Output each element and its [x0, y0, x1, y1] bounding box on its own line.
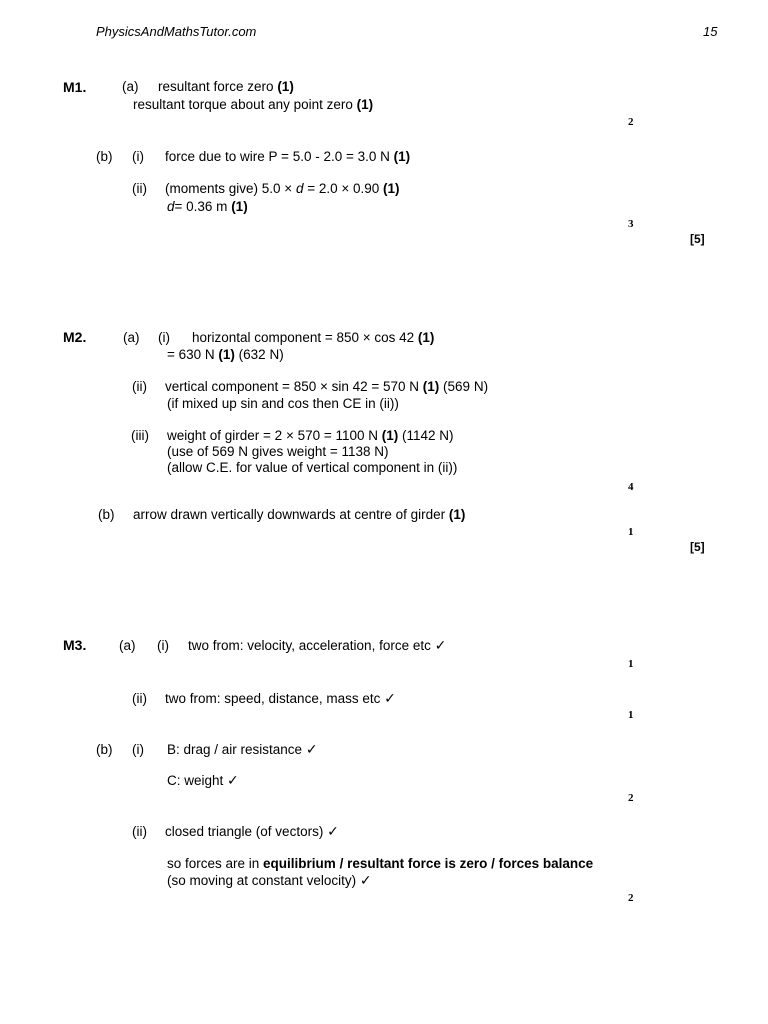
total-m1: [5] — [690, 232, 705, 246]
part-label-m3-b: (b) — [96, 742, 113, 757]
question-number-m2: M2. — [63, 329, 87, 345]
subpart-label-m1-b-i: (i) — [132, 149, 144, 164]
m3-b-i-text2: C: weight ✓ — [167, 773, 239, 789]
page-number: 15 — [703, 24, 718, 39]
m3-b-ii-text: closed triangle (of vectors) ✓ — [165, 824, 339, 840]
mark-m3-a-i: 1 — [628, 658, 634, 670]
question-number-m3: M3. — [63, 637, 87, 653]
m3-a-i-text: two from: velocity, acceleration, force etc ✓ — [188, 638, 447, 654]
subpart-label-m3-a-i: (i) — [157, 638, 169, 653]
part-label-m1-a: (a) — [122, 79, 139, 94]
m2-a-iii-text: weight of girder = 2 × 570 = 1100 N (1) (1142 N) — [167, 428, 454, 443]
m2-a-iii-note1: (use of 569 N gives weight = 1138 N) — [167, 444, 389, 459]
subpart-label-m3-a-ii: (ii) — [132, 691, 147, 706]
total-m2: [5] — [690, 540, 705, 554]
m2-a-iii-note2: (allow C.E. for value of vertical component in (ii)) — [167, 460, 458, 475]
subpart-label-m2-a-iii: (iii) — [131, 428, 149, 443]
m1-b-i-text: force due to wire P = 5.0 - 2.0 = 3.0 N (1) — [165, 149, 411, 164]
subpart-label-m2-a-ii: (ii) — [132, 379, 147, 394]
m2-b-text: arrow drawn vertically downwards at centre of girder (1) — [133, 507, 466, 522]
tick-icon: ✓ — [227, 773, 239, 789]
m1-a-line2: resultant torque about any point zero (1) — [133, 97, 374, 112]
m2-a-i-text: horizontal component = 850 × cos 42 (1) — [192, 330, 435, 345]
tick-icon: ✓ — [327, 824, 339, 840]
mark-m3-b-ii: 2 — [628, 892, 634, 904]
part-label-m3-a: (a) — [119, 638, 136, 653]
m1-a-line1: resultant force zero (1) — [158, 79, 294, 94]
m1-b-ii-text2: d= 0.36 m (1) — [167, 199, 248, 214]
tick-icon: ✓ — [384, 691, 396, 707]
question-number-m1: M1. — [63, 79, 87, 95]
part-label-m2-b: (b) — [98, 507, 115, 522]
m2-a-ii-text: vertical component = 850 × sin 42 = 570 N (1) (569 N) — [165, 379, 489, 394]
m2-a-i-text2: = 630 N (1) (632 N) — [167, 347, 284, 362]
subpart-label-m3-b-ii: (ii) — [132, 824, 147, 839]
m3-b-ii-text3: (so moving at constant velocity) ✓ — [167, 873, 372, 889]
m1-b-ii-text: (moments give) 5.0 × d = 2.0 × 0.90 (1) — [165, 181, 400, 196]
mark-m3-b-i: 2 — [628, 792, 634, 804]
mark-m1-a: 2 — [628, 116, 634, 128]
subpart-label-m1-b-ii: (ii) — [132, 181, 147, 196]
part-label-m2-a: (a) — [123, 330, 140, 345]
tick-icon: ✓ — [305, 742, 318, 758]
subpart-label-m3-b-i: (i) — [132, 742, 144, 757]
part-label-m1-b: (b) — [96, 149, 113, 164]
tick-icon: ✓ — [359, 873, 372, 889]
subpart-label-m2-a-i: (i) — [158, 330, 170, 345]
m3-a-ii-text: two from: speed, distance, mass etc ✓ — [165, 691, 396, 707]
m3-b-ii-text2: so forces are in equilibrium / resultant force is zero / forces balance — [167, 856, 594, 871]
m2-a-ii-note: (if mixed up sin and cos then CE in (ii)) — [167, 396, 399, 411]
mark-m3-a-ii: 1 — [628, 709, 634, 721]
m3-b-i-text: B: drag / air resistance ✓ — [167, 742, 318, 758]
site-header: PhysicsAndMathsTutor.com — [96, 24, 257, 39]
mark-m2-b: 1 — [628, 526, 634, 538]
mark-m1-b: 3 — [628, 218, 634, 230]
mark-m2-a: 4 — [628, 481, 634, 493]
tick-icon: ✓ — [434, 638, 447, 654]
